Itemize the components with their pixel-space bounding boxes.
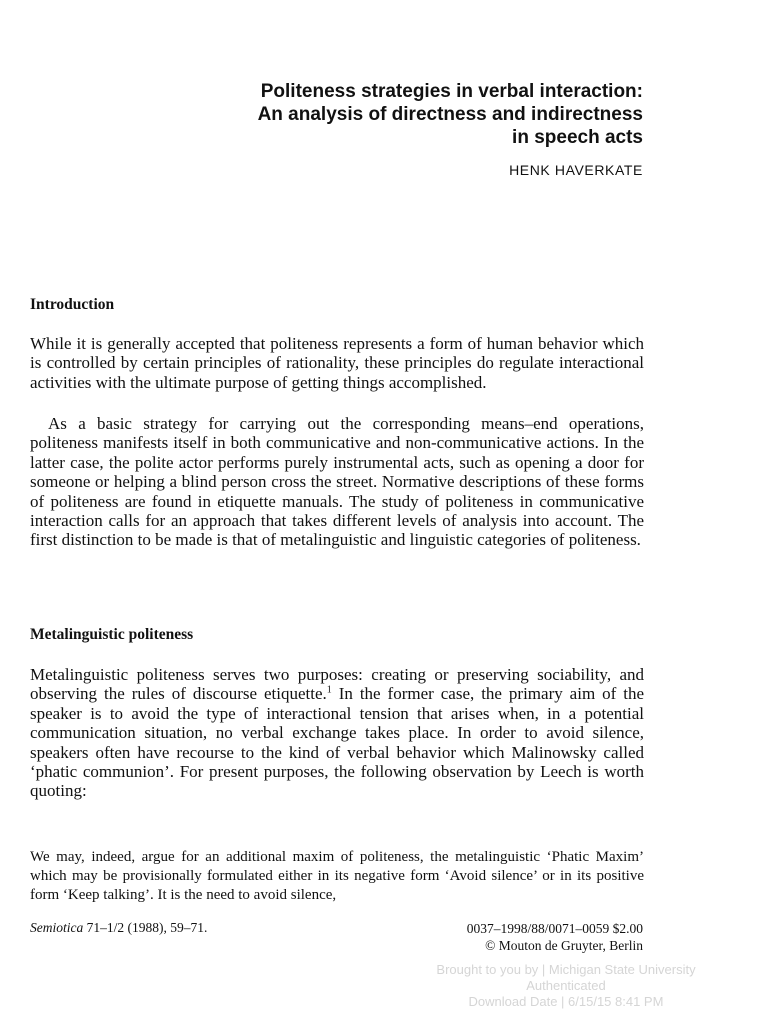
title-line-1: Politeness strategies in verbal interaction: (260, 81, 643, 102)
metalinguistic-paragraph (30, 665, 644, 801)
paragraph-text-part-2: In the former case, the primary aim of the speaker is to avoid the type of interactional tension that arises when, in a potential communication situation, no verbal exchange takes place. In order to avoid silence, speakers often have recourse to the kind of verbal behavior which Malinowsky called ‘phatic communion’. For present purposes, the following observation by Leech is worth quoting: (30, 684, 645, 801)
author-name: HENK HAVERKATE (509, 162, 643, 178)
section-heading-metalinguistic: Metalinguistic politeness (30, 626, 194, 643)
paragraph-text-part-1: Metalinguistic politeness serves two purposes: creating or preserving sociability, and observing the rules of discourse etiquette. (30, 665, 644, 704)
intro-paragraph-1: While it is generally accepted that politeness represents a form of human behavior which is controlled by certain principles of rationality, these principles do regulate interactional activities with the ultimate purpose of getting things accomplished. (30, 334, 644, 392)
publisher-copyright: © Mouton de Gruyter, Berlin (485, 938, 643, 953)
block-quote: We may, indeed, argue for an additional maxim of politeness, the metalinguistic ‘Phatic Maxim’ which may be provisionally formulated either in its negative form ‘Avoid silence’ or in its positive form ‘Keep talking’. It is the need to avoid silence, (30, 849, 644, 903)
issn-code: 0037–1998/88/0071–0059 $2.00 (466, 921, 643, 936)
footnote-marker: 1 (326, 684, 332, 696)
citation-footer (30, 920, 207, 936)
title-line-2: An analysis of directness and indirectness (257, 104, 643, 125)
watermark-line-1: Brought to you by | Michigan State University (436, 962, 696, 977)
intro-paragraph-2: As a basic strategy for carrying out the corresponding means–end operations, politeness manifests itself in both communicative and non-communicative actions. In the latter case, the polite actor performs purely instrumental acts, such as opening a door for someone or helping a blind person cross the street. Normative descriptions of these forms of politeness are found in etiquette manuals. The study of politeness in communicative interaction calls for an approach that takes different levels of analysis into account. The first distinction to be made is that of metalinguistic and linguistic categories of politeness. (30, 414, 644, 550)
title-line-3: in speech acts (512, 127, 643, 148)
journal-name: Semiotica (30, 920, 84, 935)
copyright-footer (467, 920, 643, 954)
watermark-line-2: Authenticated (526, 978, 606, 993)
section-heading-introduction: Introduction (30, 296, 115, 313)
journal-citation: 71–1/2 (1988), 59–71. (83, 920, 208, 935)
article-title (83, 80, 643, 149)
watermark-line-3: Download Date | 6/15/15 8:41 PM (468, 994, 664, 1009)
download-watermark (386, 962, 746, 1010)
